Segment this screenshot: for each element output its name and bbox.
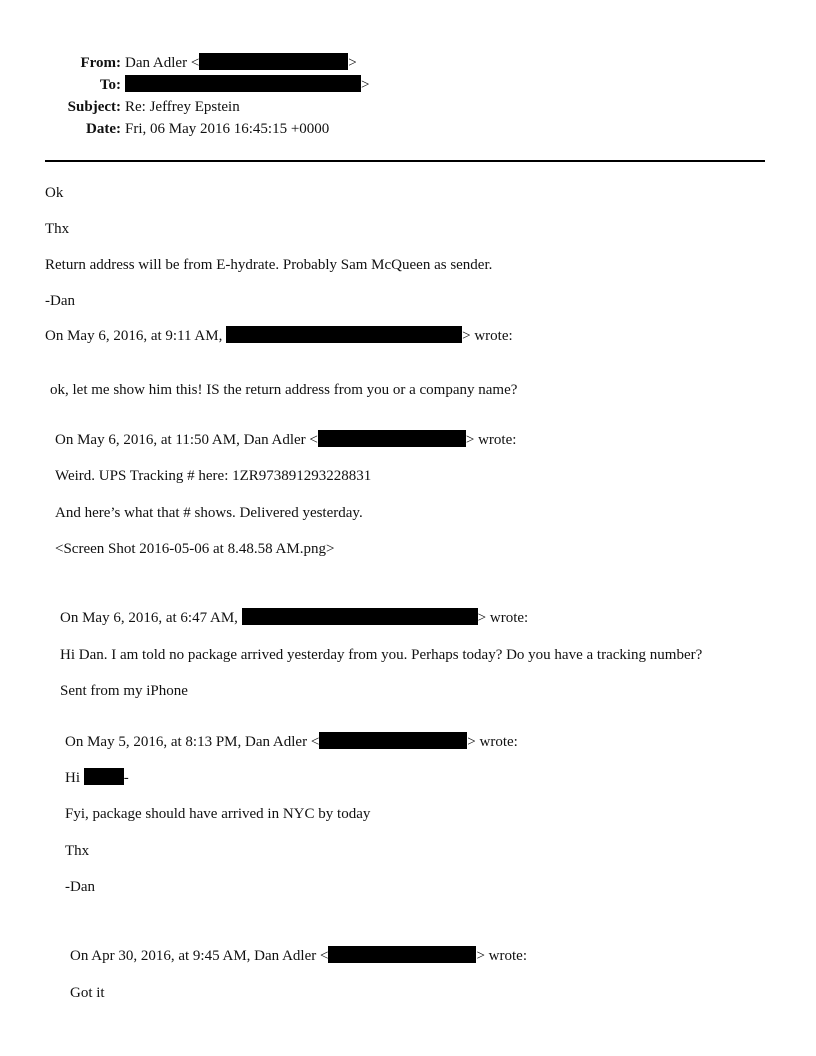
date-label: Date: <box>86 121 121 137</box>
body-line: Ok <box>45 185 64 201</box>
body-line: -Dan <box>45 293 75 309</box>
quote-header-wrote: > wrote: <box>476 948 527 964</box>
quote-header-text: On May 5, 2016, at 8:13 PM, Dan Adler < <box>65 734 320 750</box>
redaction-box <box>199 53 348 70</box>
quoted-line: And here’s what that # shows. Delivered yesterday. <box>55 505 363 521</box>
from-label: From: <box>80 55 121 71</box>
to-value <box>125 75 369 95</box>
date-value: Fri, 06 May 2016 16:45:15 +0000 <box>125 121 330 137</box>
quote-header-text: On Apr 30, 2016, at 9:45 AM, Dan Adler < <box>70 948 329 964</box>
quoted-line: Hi Dan. I am told no package arrived yesterday from you. Perhaps today? Do you have a tracking number? <box>60 647 703 663</box>
from-name: Dan Adler < <box>125 55 200 71</box>
quote-header-text: On May 6, 2016, at 11:50 AM, Dan Adler < <box>55 432 318 448</box>
quote-header <box>55 430 516 450</box>
quoted-line: -Dan <box>65 879 95 895</box>
quote-header-wrote: > wrote: <box>477 610 529 626</box>
quote-header <box>65 732 518 752</box>
quoted-line: Fyi, package should have arrived in NYC by today <box>65 806 371 822</box>
signature-line: Sent from my iPhone <box>60 683 188 699</box>
subject-label: Subject: <box>67 99 121 115</box>
redaction-box <box>328 946 476 963</box>
quoted-line: ok, let me show him this! IS the return address from you or a company name? <box>50 382 518 398</box>
greeting-text: Hi <box>65 770 80 786</box>
quoted-line: Got it <box>70 985 105 1001</box>
quote-header-text: On May 6, 2016, at 9:11 AM, <box>45 328 223 344</box>
quote-header-wrote: > wrote: <box>465 432 517 448</box>
header-divider <box>45 160 765 162</box>
quote-header <box>70 946 527 966</box>
redaction-box <box>226 326 462 343</box>
redaction-box <box>125 75 361 92</box>
from-value <box>125 53 357 73</box>
quote-header-wrote: > wrote: <box>462 328 513 344</box>
body-line: Return address will be from E-hydrate. Probably Sam McQueen as sender. <box>45 257 493 273</box>
redaction-box <box>84 768 124 785</box>
quoted-line: Thx <box>65 843 90 859</box>
greeting-dash: - <box>123 770 129 786</box>
to-label: To: <box>99 77 121 93</box>
from-close: > <box>348 55 357 71</box>
redaction-box <box>318 430 466 447</box>
quoted-line: Weird. UPS Tracking # here: 1ZR973891293228831 <box>55 468 372 484</box>
redaction-box <box>319 732 467 749</box>
quote-header-wrote: > wrote: <box>467 734 518 750</box>
to-close: > <box>361 77 370 93</box>
subject-value: Re: Jeffrey Epstein <box>125 99 240 115</box>
body-line: Thx <box>45 221 70 237</box>
attachment-placeholder: <Screen Shot 2016-05-06 at 8.48.58 AM.png> <box>55 541 335 557</box>
quote-header <box>45 326 513 346</box>
greeting-line <box>65 768 129 788</box>
quote-header <box>60 608 528 628</box>
quote-header-text: On May 6, 2016, at 6:47 AM, <box>60 610 238 626</box>
redaction-box <box>242 608 478 625</box>
